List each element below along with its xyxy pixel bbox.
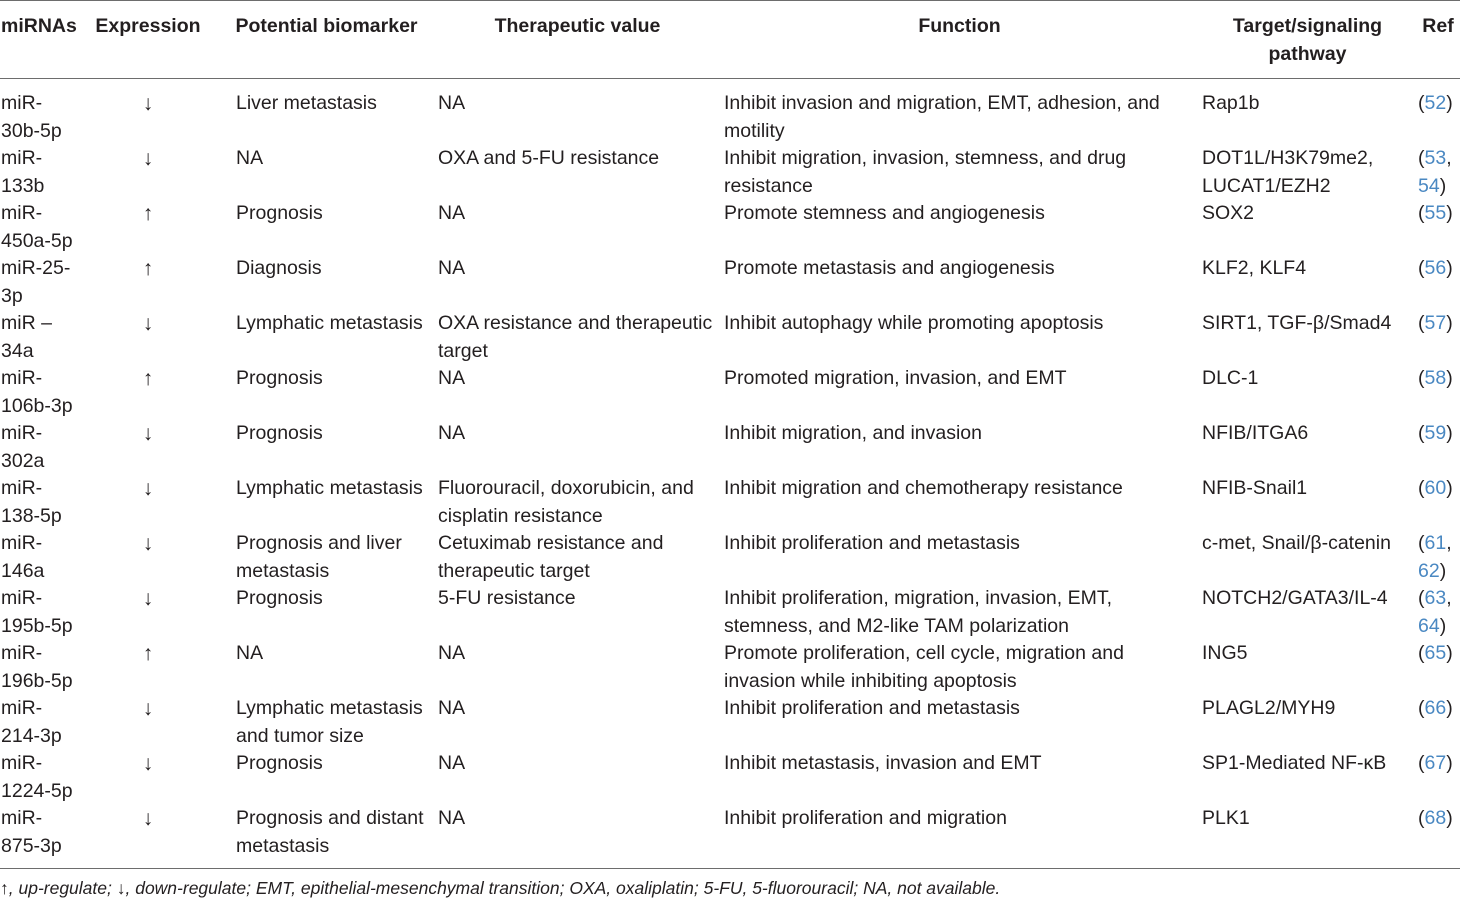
expression-arrow-cell: ↑ [142,257,154,280]
expression-arrow-cell: ↓ [142,532,154,555]
expression-arrow-cell: ↓ [142,422,154,445]
ref-cell: (58) [1418,367,1453,389]
expression-arrow-cell: ↓ [142,587,154,610]
expression-arrow-cell: ↓ [142,92,154,115]
reference-link[interactable]: 52 [1424,92,1447,114]
mirna-cell: miR-146a [1,532,45,582]
header-row [0,0,1460,78]
mirna-cell: miR-450a-5p [1,202,73,252]
table-row [0,200,1460,255]
reference-link[interactable]: 65 [1424,642,1447,664]
reference-link[interactable]: 68 [1424,807,1447,829]
expression-arrow-cell: ↓ [142,312,154,335]
therapeutic-cell: NA [438,642,466,664]
expression-arrow-cell: ↑ [142,367,154,390]
target-cell: KLF2, KLF4 [1202,257,1307,279]
ref-cell: (61, 62) [1418,532,1452,582]
function-cell: Inhibit proliferation and metastasis [724,697,1020,719]
ref-cell: (56) [1418,257,1453,279]
table-row [0,365,1460,420]
mirna-cell: miR-1224-5p [1,752,73,802]
mirna-cell: miR-196b-5p [1,642,73,692]
mirna-cell: miR-133b [1,147,45,197]
reference-link[interactable]: 53 [1424,147,1447,169]
target-cell: PLAGL2/MYH9 [1202,697,1336,719]
ref-cell: (63, 64) [1418,587,1452,637]
therapeutic-cell: NA [438,367,466,389]
ref-cell: (66) [1418,697,1453,719]
therapeutic-cell: 5-FU resistance [438,587,576,609]
biomarker-cell: NA [236,147,264,169]
ref-cell: (65) [1418,642,1453,664]
table-footnote: ↑, up-regulate; ↓, down-regulate; EMT, epithelial-mesenchymal transition; OXA, oxaliplatin; 5-FU, 5-fluorouracil; NA, not available. [0,878,1001,898]
reference-link[interactable]: 58 [1424,367,1447,389]
reference-link[interactable]: 64 [1418,614,1440,637]
therapeutic-cell: NA [438,202,466,224]
biomarker-cell: Prognosis [236,202,323,224]
header-function: Function [918,15,1001,37]
mirna-cell: miR-25-3p [1,257,71,307]
table-row [0,750,1460,805]
expression-arrow-cell: ↑ [142,202,154,225]
expression-arrow-cell: ↓ [142,697,154,720]
table-row [0,310,1460,365]
expression-arrow-cell: ↓ [142,752,154,775]
reference-link[interactable]: 61 [1424,532,1447,554]
reference-link[interactable]: 60 [1424,477,1447,499]
reference-link[interactable]: 66 [1424,697,1447,719]
function-cell: Promote stemness and angiogenesis [724,202,1045,224]
ref-cell: (53, 54) [1418,147,1452,197]
therapeutic-cell: NA [438,752,466,774]
target-cell: DOT1L/H3K79me2, LUCAT1/EZH2 [1202,147,1374,197]
therapeutic-cell: Cetuximab resistance and therapeutic target [438,532,664,582]
target-cell: NFIB/ITGA6 [1202,422,1309,444]
header-target-pathway: Target/signaling pathway [1232,15,1383,65]
biomarker-cell: Lymphatic metastasis and tumor size [236,697,423,747]
expression-arrow-cell: ↓ [142,807,154,830]
biomarker-cell: Liver metastasis [236,92,377,114]
header-mirnas: miRNAs [1,15,77,37]
mirna-cell: miR –34a [1,312,52,362]
reference-link[interactable]: 67 [1424,752,1447,774]
function-cell: Inhibit invasion and migration, EMT, adhesion, and motility [724,92,1160,142]
ref-cell: (52) [1418,92,1453,114]
header-expression: Expression [95,15,201,37]
reference-link[interactable]: 63 [1424,587,1447,609]
ref-cell: (55) [1418,202,1453,224]
biomarker-cell: Prognosis [236,422,323,444]
header-ref: Ref [1422,15,1454,37]
therapeutic-cell: NA [438,257,466,279]
target-cell: c-met, Snail/β-catenin [1202,532,1391,554]
expression-arrow-cell: ↓ [142,477,154,500]
reference-link[interactable]: 59 [1424,422,1447,444]
mirna-cell: miR-106b-3p [1,367,73,417]
target-cell: DLC-1 [1202,367,1259,389]
table-bottom-rule [0,868,1460,869]
biomarker-cell: Prognosis and distant metastasis [236,807,424,857]
function-cell: Promote metastasis and angiogenesis [724,257,1055,279]
biomarker-cell: Lymphatic metastasis [236,477,423,499]
expression-arrow-cell: ↓ [142,147,154,170]
reference-link[interactable]: 54 [1418,174,1440,197]
table-row [0,475,1460,530]
ref-cell: (67) [1418,752,1453,774]
target-cell: Rap1b [1202,92,1260,114]
table-row [0,585,1460,640]
therapeutic-cell: NA [438,697,466,719]
reference-link[interactable]: 56 [1424,257,1447,279]
biomarker-cell: Lymphatic metastasis [236,312,423,334]
function-cell: Inhibit migration, and invasion [724,422,982,444]
function-cell: Inhibit proliferation, migration, invasion, EMT, stemness, and M2-like TAM polarization [724,587,1113,637]
table-header [0,0,1460,78]
header-potential-biomarker: Potential biomarker [235,15,418,37]
table-row [0,255,1460,310]
function-cell: Inhibit metastasis, invasion and EMT [724,752,1042,774]
mirna-cell: miR-875-3p [1,807,62,857]
therapeutic-cell: OXA and 5-FU resistance [438,147,660,169]
reference-link[interactable]: 62 [1418,559,1440,582]
table-row [0,420,1460,475]
biomarker-cell: Prognosis [236,587,323,609]
therapeutic-cell: Fluorouracil, doxorubicin, and cisplatin resistance [438,477,694,527]
function-cell: Promote proliferation, cell cycle, migration and invasion while inhibiting apoptosis [724,642,1124,692]
function-cell: Inhibit autophagy while promoting apoptosis [724,312,1104,334]
ref-cell: (60) [1418,477,1453,499]
table-row [0,640,1460,695]
table-body [0,78,1460,860]
table-row [0,695,1460,750]
reference-link[interactable]: 57 [1424,312,1447,334]
mirna-cell: miR-214-3p [1,697,62,747]
mirna-cell: miR-138-5p [1,477,62,527]
target-cell: SP1-Mediated NF-κB [1202,752,1387,774]
function-cell: Inhibit proliferation and migration [724,807,1007,829]
biomarker-cell: NA [236,642,264,664]
target-cell: SOX2 [1202,202,1255,224]
biomarker-cell: Prognosis [236,367,323,389]
table-row [0,78,1460,145]
mirna-cell: miR-195b-5p [1,587,73,637]
biomarker-cell: Prognosis [236,752,323,774]
therapeutic-cell: NA [438,92,466,114]
function-cell: Inhibit proliferation and metastasis [724,532,1020,554]
table-row [0,530,1460,585]
table-row [0,145,1460,200]
target-cell: PLK1 [1202,807,1250,829]
table-row [0,805,1460,860]
function-cell: Promoted migration, invasion, and EMT [724,367,1067,389]
ref-cell: (59) [1418,422,1453,444]
therapeutic-cell: OXA resistance and therapeutic target [438,312,713,362]
biomarker-cell: Prognosis and liver metastasis [236,532,402,582]
therapeutic-cell: NA [438,422,466,444]
ref-cell: (57) [1418,312,1453,334]
function-cell: Inhibit migration and chemotherapy resistance [724,477,1123,499]
expression-arrow-cell: ↑ [142,642,154,665]
target-cell: NOTCH2/GATA3/IL-4 [1202,587,1388,609]
target-cell: ING5 [1202,642,1248,664]
function-cell: Inhibit migration, invasion, stemness, and drug resistance [724,147,1127,197]
target-cell: SIRT1, TGF-β/Smad4 [1202,312,1392,334]
ref-cell: (68) [1418,807,1453,829]
reference-link[interactable]: 55 [1424,202,1447,224]
mirna-cell: miR-30b-5p [1,92,62,142]
biomarker-cell: Diagnosis [236,257,322,279]
header-therapeutic-value: Therapeutic value [494,15,661,37]
therapeutic-cell: NA [438,807,466,829]
target-cell: NFIB-Snail1 [1202,477,1308,499]
mirna-cell: miR-302a [1,422,45,472]
